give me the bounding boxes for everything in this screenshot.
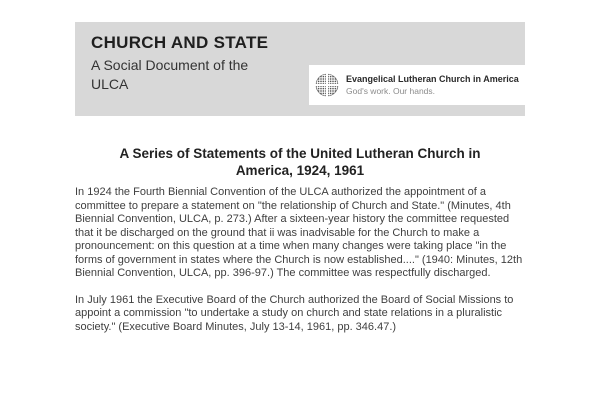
page-title-line1: A Series of Statements of the United Lutheran Church in — [119, 146, 481, 161]
body-text — [75, 186, 529, 334]
elca-emblem-icon — [315, 73, 339, 97]
document-subtitle-line2: ULCA — [91, 76, 129, 92]
document-subtitle-line1: A Social Document of the — [91, 57, 249, 73]
elca-name: Evangelical Lutheran Church in America — [346, 74, 519, 84]
page-title-line2: America, 1924, 1961 — [235, 163, 365, 178]
paragraph-1961: In July 1961 the Executive Board of the Church authorized the Board of Social Missions to appoint a commission "to undertake a study on church and state relations in a pluralistic society." (Executive Board Minutes, July 13-14, 1961, pp. 346.47.) — [75, 293, 514, 333]
elca-logo-text — [346, 74, 519, 96]
document-subtitle — [91, 56, 268, 94]
elca-tagline: God's work. Our hands. — [346, 86, 436, 96]
header-text-block — [91, 33, 268, 94]
elca-logo-lockup — [309, 65, 525, 105]
header-banner — [75, 22, 525, 116]
paragraph-1924: In 1924 the Fourth Biennial Convention of the ULCA authorized the appointment of a committee to prepare a statement on "the relationship of Church and State." (Minutes, 4th Biennial Convention, ULCA, p. 273.) After a sixteen-year history the committee requested that it be discharged on the ground that ii was inadvisable for the Church to make a pronouncement: on this question at a time when many changes were taking place "in the forms of government in states where the Church is now established...." (1940: Minutes, 12th Biennial Convention, ULCA, pp. 396-97.) The committee was respectfully discharged. — [75, 186, 523, 279]
page-title — [0, 145, 600, 179]
document-title: CHURCH AND STATE — [91, 33, 269, 52]
